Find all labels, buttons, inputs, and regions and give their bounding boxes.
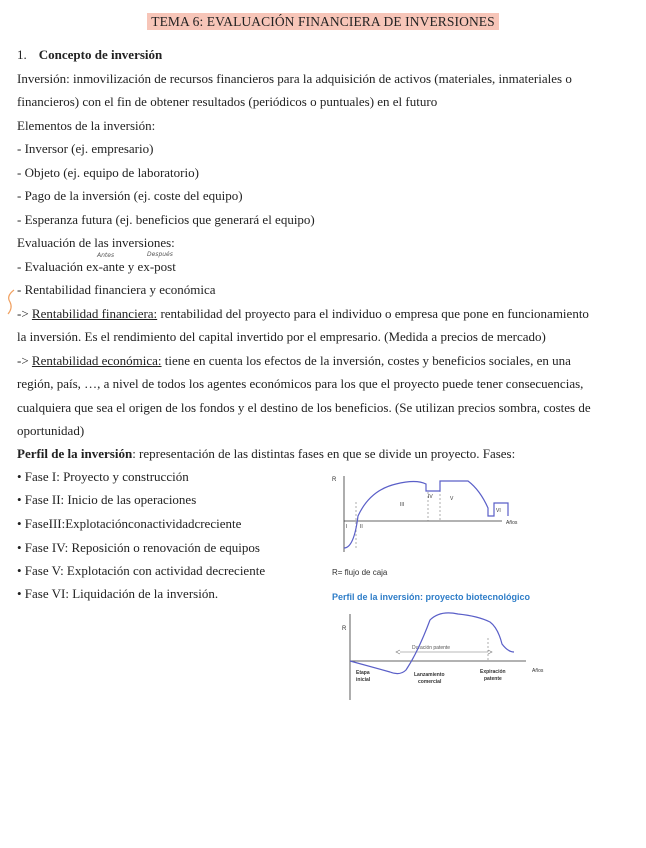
rentabilidad-economica-line-3: cualquiera que sea el origen de los fondos y el destino de los beneficios. (Se utilizan precios sombra, costes de <box>17 400 591 415</box>
section-heading: 1. Concepto de inversión <box>17 47 163 62</box>
figure2-stage-label: comercial <box>418 679 442 685</box>
fase-item: • Fase IV: Reposición o renovación de equipos <box>17 540 260 555</box>
figure1-phase-label: VI <box>496 508 501 514</box>
elemento-item: - Inversor (ej. empresario) <box>17 141 154 156</box>
figure2-y-label: R <box>342 626 347 632</box>
fase-item: • Fase VI: Liquidación de la inversión. <box>17 586 219 601</box>
figure2-x-label: Años <box>532 668 544 674</box>
figure1-y-label: R <box>332 477 337 483</box>
fase-item: • FaseIII:Explotaciónconactividadcreciente <box>17 516 242 531</box>
figure2-duration-label: Duración patente <box>412 645 451 651</box>
figure1-x-label: Años <box>506 520 518 526</box>
figure2-cash-flow-curve <box>350 613 514 674</box>
rentabilidad-financiera-line-1: -> Rentabilidad financiera: rentabilidad del proyecto para el individuo o empresa que pone en funcionamiento <box>17 306 589 321</box>
biotech-profile-figure <box>338 608 548 703</box>
elemento-item: - Pago de la inversión (ej. coste del equipo) <box>17 188 243 203</box>
handwritten-note-despues: Después <box>147 251 173 258</box>
inversion-line-1: Inversión: inmovilización de recursos financieros para la adquisición de activos (materiales, inmateriales o <box>17 71 572 86</box>
figure1-phase-label: IV <box>428 494 433 500</box>
rentabilidad-economica-line-4: oportunidad) <box>17 423 85 438</box>
elementos-heading: Elementos de la inversión: <box>17 118 156 133</box>
figure2-stage-label: Lanzamiento <box>414 672 445 678</box>
figure1-phase-label: II <box>360 524 363 530</box>
fase-item: • Fase II: Inicio de las operaciones <box>17 492 197 507</box>
investment-phases-figure <box>330 472 530 562</box>
rentabilidad-financiera-line-2: la inversión. Es el rendimiento del capital invertido por el empresario. (Medida a precios de mercado) <box>17 329 546 344</box>
figure2-stage-label: patente <box>484 676 502 682</box>
figure2-stage-label: Etapa <box>356 670 370 676</box>
figure2-title: Perfil de la inversión: proyecto biotecnológico <box>332 592 531 602</box>
perfil-definition: Perfil de la inversión: representación de las distintas fases en que se divide un proyecto. Fases: <box>17 446 516 461</box>
figure1-cash-flow-curve <box>344 481 508 548</box>
evaluacion-item: - Rentabilidad financiera y económica <box>17 282 216 297</box>
handwritten-note-antes: Antes <box>97 252 115 259</box>
evaluacion-heading: Evaluación de las inversiones: <box>17 235 175 250</box>
figure2-stage-label: inicial <box>356 677 371 683</box>
figure1-caption: R= flujo de caja <box>332 568 388 577</box>
margin-bracket-mark <box>4 288 18 318</box>
fase-item: • Fase I: Proyecto y construcción <box>17 469 189 484</box>
figure1-phase-label: III <box>400 502 405 508</box>
figure1-phase-label: I <box>346 524 348 530</box>
figure2-stage-label: Expiración <box>480 669 506 675</box>
figure1-phase-label: V <box>450 496 454 502</box>
fase-item: • Fase V: Explotación con actividad decreciente <box>17 563 266 578</box>
elemento-item: - Objeto (ej. equipo de laboratorio) <box>17 165 199 180</box>
inversion-line-2: financieros) con el fin de obtener resultados (periódicos o puntuales) en el futuro <box>17 94 438 109</box>
rentabilidad-economica-line-2: región, país, …, a nivel de todos los agentes económicos para los que el proyecto puede tener consecuencias, <box>17 376 584 391</box>
page-title: TEMA 6: EVALUACIÓN FINANCIERA DE INVERSIONES <box>0 13 646 31</box>
rentabilidad-economica-line-1: -> Rentabilidad económica: tiene en cuenta los efectos de la inversión, costes y beneficios sociales, en una <box>17 353 571 368</box>
elemento-item: - Esperanza futura (ej. beneficios que generará el equipo) <box>17 212 315 227</box>
evaluacion-item: - Evaluación ex-ante y ex-post <box>17 259 176 274</box>
